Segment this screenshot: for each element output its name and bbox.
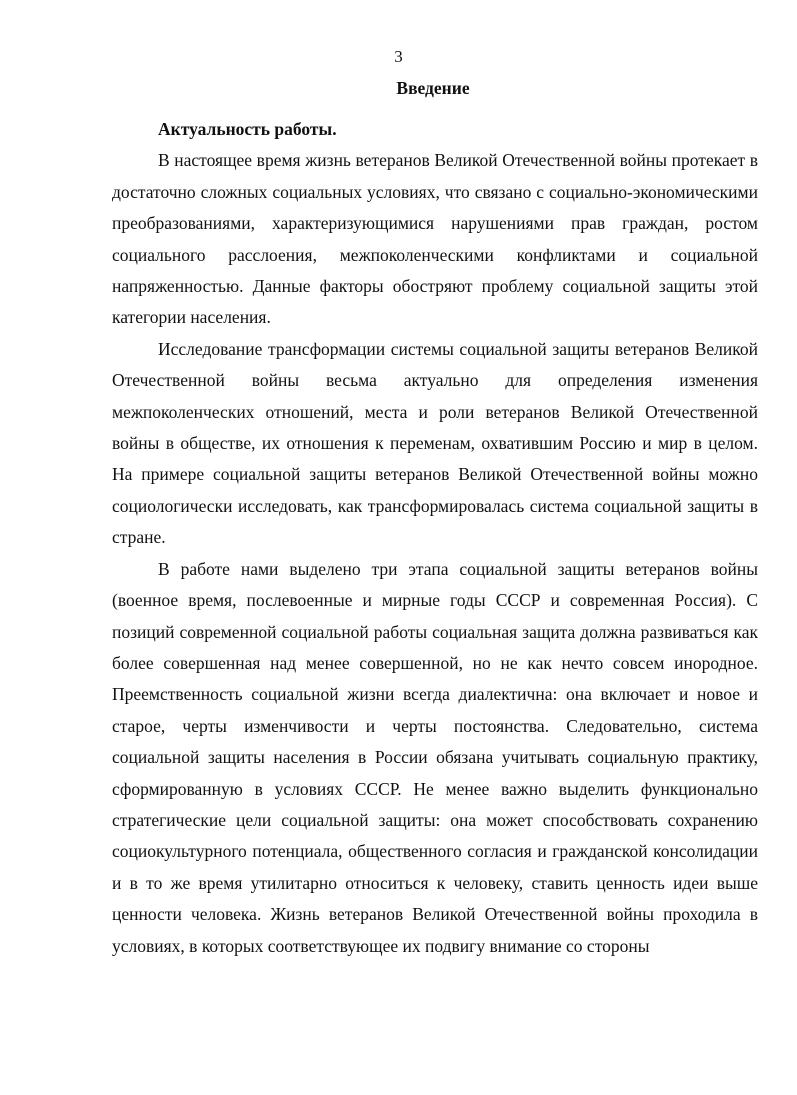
document-body (112, 114, 758, 962)
page-heading: Введение (396, 78, 470, 98)
paragraph-3: В работе нами выделено три этапа социальной защиты ветеранов войны (военное время, послевоенные и мирные годы СССР и современная Россия). С позиций современной социальной работы социальная защита должна развиваться как более совершенная над менее совершенной, но не как нечто совсем инородное. Преемственность социальной жизни всегда диалектична: она включает и новое и старое, черты изменчивости и черты постоянства. Следовательно, система социальной защиты населения в России обязана учитывать социальную практику, сформированную в условиях СССР. Не менее важно выделить функционально стратегические цели социальной защиты: она может способствовать сохранению социокультурного потенциала, общественного согласия и гражданской консолидации и в то же время утилитарно относиться к человеку, ставить ценность идеи выше ценности человека. Жизнь ветеранов Великой Отечественной войны проходила в условиях, в которых соответствующее их подвигу внимание со стороны (112, 558, 758, 956)
section-title: Актуальность работы. (158, 119, 337, 139)
page-number: 3 (394, 47, 403, 66)
paragraph-1: В настоящее время жизнь ветеранов Великой Отечественной войны протекает в достаточно сложных социальных условиях, что связано с социально-экономическими преобразованиями, характеризующимися нарушениями прав граждан, ростом социального расслоения, межпоколенческими конфликтами и социальной напряженностью. Данные факторы обостряют проблему социальной защиты этой категории населения. (112, 150, 758, 328)
paragraph-2: Исследование трансформации системы социальной защиты ветеранов Великой Отечественной войны весьма актуально для определения изменения межпоколенческих отношений, места и роли ветеранов Великой Отечественной войны в обществе, их отношения к переменам, охватившим Россию и мир в целом. На примере социальной защиты ветеранов Великой Отечественной войны можно социологически исследовать, как трансформировалась система социальной защиты в стране. (112, 338, 758, 548)
